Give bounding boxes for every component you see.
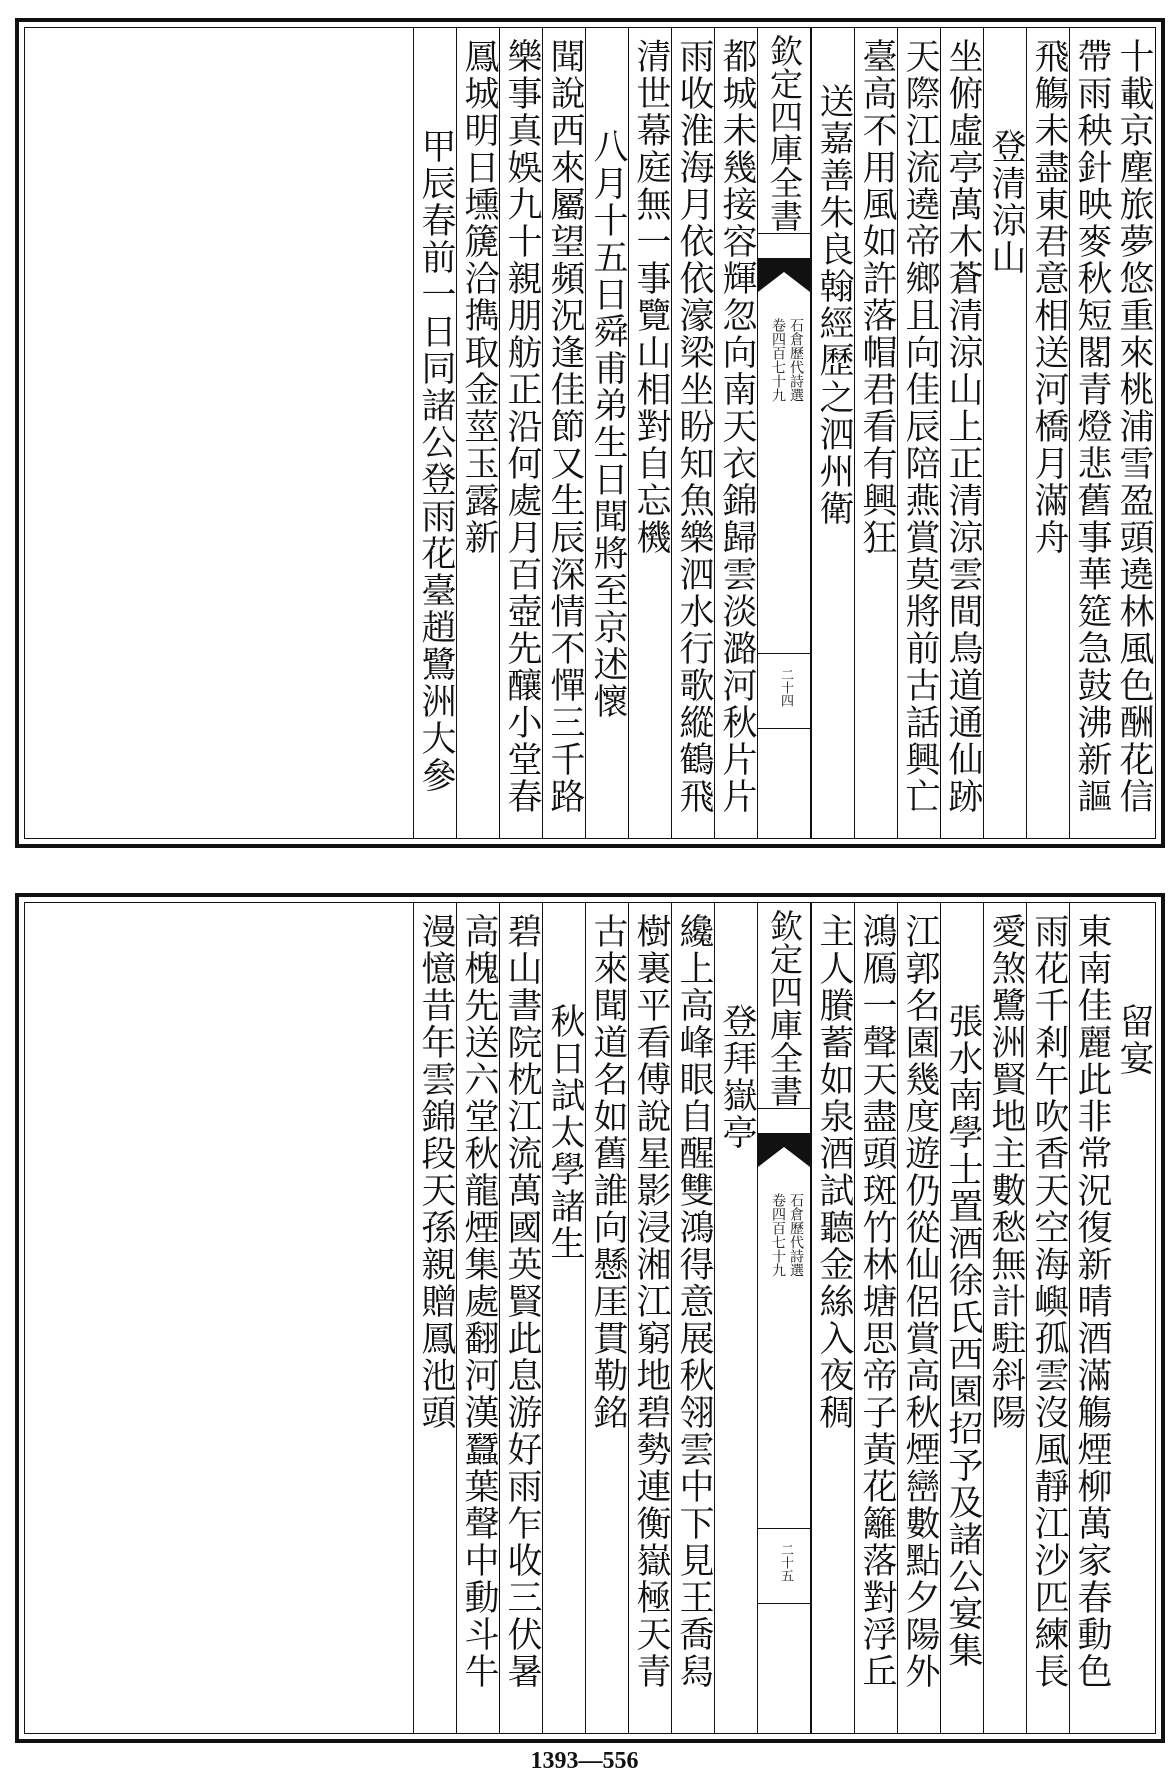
poem-line: 主人賸蓄如泉酒試聽金絲入夜稠 [814, 913, 854, 1431]
text-column [811, 28, 854, 838]
text-column [1069, 903, 1112, 1733]
banner-rule [758, 1108, 810, 1109]
text-column [628, 903, 671, 1733]
poem-title: 登清涼山 [986, 128, 1026, 276]
poem-line: 碧山書院枕江流萬國英賢此息游好雨乍收三伏暑 [502, 913, 542, 1690]
poem-line: 江郭名園幾度遊仍從仙侶賞高秋煙巒數點夕陽外 [900, 913, 940, 1690]
banner-rule [758, 1528, 810, 1529]
text-column [897, 903, 940, 1733]
poem-line: 清世幕庭無一事覽山相對自忘機 [631, 38, 671, 556]
text-column [542, 903, 585, 1733]
text-column [897, 28, 940, 838]
poem-line: 漫憶昔年雲錦段天孫親贈鳳池頭 [416, 913, 456, 1431]
text-column [1026, 28, 1069, 838]
poem-line: 高槐先送六堂秋龍煙集處翻河漢蠶葉聲中動斗牛 [459, 913, 499, 1690]
volume-label: 卷四百七十九 [770, 318, 786, 402]
volume-label: 卷四百七十九 [770, 1193, 786, 1277]
fishtail-mark-icon [758, 1133, 810, 1167]
page-footer-code: 1393—556 [530, 1748, 639, 1774]
text-column [542, 28, 585, 838]
poem-title: 登拜嶽亭 [717, 1003, 757, 1151]
poem-line: 纔上高峰眼自醒雙鴻得意展秋翎雲中下見王喬舄 [674, 913, 714, 1690]
text-column [983, 903, 1026, 1733]
poem-title: 送嘉善朱良翰經歷之泗州衛 [814, 83, 854, 527]
text-column [628, 28, 671, 838]
text-column [1069, 28, 1112, 838]
banner-rule [758, 728, 810, 729]
poem-line: 聞說西來屬望頻況逢佳節又生辰深情不憚三千路 [545, 38, 585, 815]
poem-line: 雨花千剎午吹香天空海嶼孤雲沒風靜江沙匹練長 [1029, 913, 1069, 1690]
poem-line: 十載京塵旅夢悠重來桃浦雪盈頭遶林風色酬花信 [1114, 38, 1154, 815]
text-column [940, 28, 983, 838]
text-column [983, 28, 1026, 838]
poem-line: 樹裏平看傅說星影浸湘江窮地碧勢連衡嶽極天青 [631, 913, 671, 1690]
banner-rule [758, 1603, 810, 1604]
poem-line: 東南佳麗此非常況復新晴酒滿觴煙柳萬家春動色 [1072, 913, 1112, 1690]
text-column [585, 903, 628, 1733]
book-title: 石倉歷代詩選 [788, 1193, 804, 1277]
text-column [1112, 28, 1155, 838]
text-column [499, 28, 542, 838]
text-column [811, 903, 854, 1733]
text-column [413, 903, 456, 1733]
page-number: 二十四 [778, 668, 793, 707]
poem-line: 雨收淮海月依依濠梁坐盼知魚樂泗水行歌縱鶴飛 [674, 38, 714, 815]
text-column [714, 903, 757, 1733]
poem-line: 鴻鴈一聲天盡頭斑竹林塘思帝子黃花籬落對浮丘 [857, 913, 897, 1690]
text-column [585, 28, 628, 838]
banner-rule [758, 653, 810, 654]
text-column [671, 28, 714, 838]
poem-line: 飛觴未盡東君意相送河橋月滿舟 [1029, 38, 1069, 556]
book-title: 石倉歷代詩選 [788, 318, 804, 402]
text-column [456, 903, 499, 1733]
poem-line: 天際江流遶帝鄉且向佳辰陪燕賞莫將前古話興亡 [900, 38, 940, 815]
text-column [413, 28, 456, 838]
text-column [1112, 903, 1155, 1733]
poem-line: 古來聞道名如舊誰向懸厓貫勒銘 [588, 913, 628, 1431]
bottom-page [15, 893, 1165, 1743]
poem-title: 八月十五日舜甫弟生日聞將至京述懷 [588, 128, 628, 720]
text-column [714, 28, 757, 838]
text-column [940, 903, 983, 1733]
text-column [854, 903, 897, 1733]
poem-title: 留宴 [1114, 1003, 1154, 1077]
fold-banner [757, 28, 811, 838]
text-column [671, 903, 714, 1733]
poem-title: 張水南學士置酒徐氏西園招予及諸公宴集 [943, 1003, 983, 1669]
poem-line: 坐俯虛亭萬木蒼清涼山上正清涼雲間鳥道通仙跡 [943, 38, 983, 815]
text-column [499, 903, 542, 1733]
fold-banner [757, 903, 811, 1733]
poem-line: 帶雨秧針映麥秋短閣青燈悲舊事華筵急鼓沸新謳 [1072, 38, 1112, 815]
fishtail-mark-icon [758, 258, 810, 292]
text-column [854, 28, 897, 838]
poem-line: 愛煞鷺洲賢地主數愁無計駐斜陽 [986, 913, 1026, 1431]
poem-title: 甲辰春前一日同諸公登雨花臺趙鷺洲大參 [416, 128, 456, 794]
text-column [456, 28, 499, 838]
poem-line: 都城未幾接容輝忽向南天衣錦歸雲淡潞河秋片片 [717, 38, 757, 815]
poem-title: 秋日試太學諸生 [545, 1003, 585, 1262]
top-page-frame [24, 27, 1156, 839]
poem-line: 鳳城明日壎篪洽擕取金莖玉露新 [459, 38, 499, 556]
text-column [1026, 903, 1069, 1733]
collection-title: 欽定四庫全書 [765, 34, 804, 232]
collection-title: 欽定四庫全書 [765, 909, 804, 1107]
poem-line: 臺高不用風如許落帽君看有興狂 [857, 38, 897, 556]
top-page [15, 18, 1165, 848]
poem-line: 樂事真娛九十親朋舫正沿何處月百壺先釀小堂春 [502, 38, 542, 815]
page-number: 二十五 [778, 1543, 793, 1582]
banner-rule [758, 233, 810, 234]
bottom-page-frame [24, 902, 1156, 1734]
